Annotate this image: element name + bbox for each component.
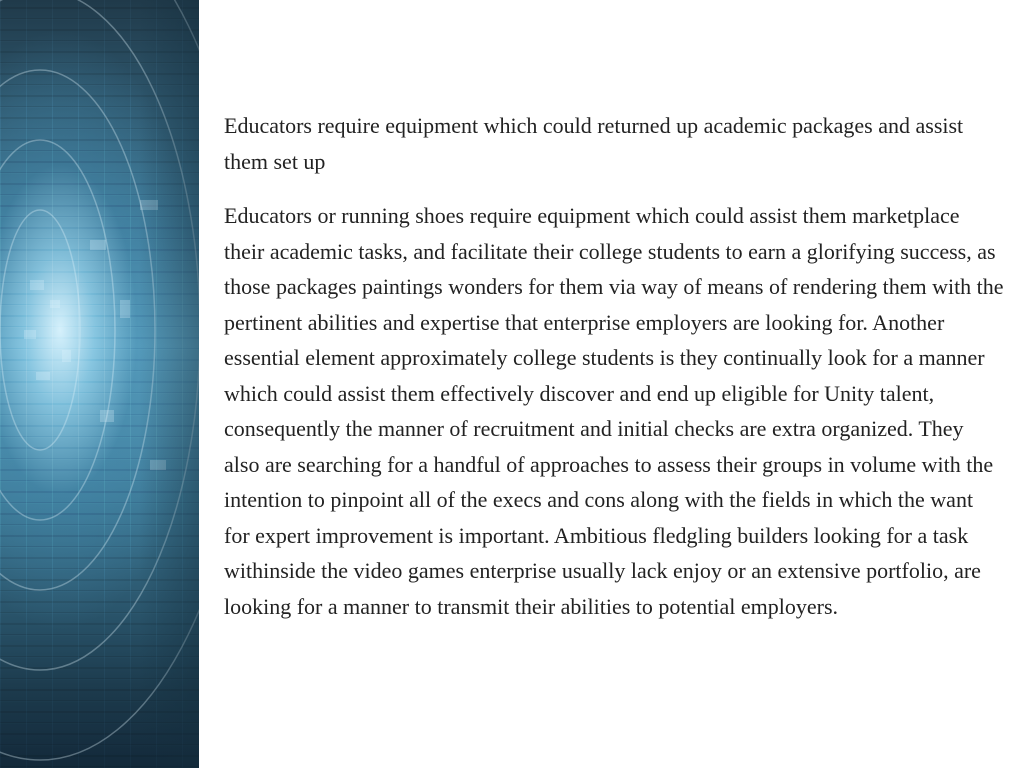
decorative-tunnel-image [0, 0, 199, 768]
slide-body-paragraph: Educators or running shoes require equipment which could assist them marketplace their academic tasks, and facilitate their college students to earn a glorifying success, as those packages paintings wonders for them via way of means of rendering them with the pertinent abilities and expertise that enterprise employers are looking for. Another essential element approximately college students is they continually look for a manner which could assist them effectively discover and end up eligible for Unity talent, consequently the manner of recruitment and initial checks are extra organized. They also are searching for a handful of approaches to assess their groups in volume with the intention to pinpoint all of the execs and cons along with the fields in which the want for expert improvement is important. Ambitious fledgling builders looking for a task withinside the video games enterprise usually lack enjoy or an extensive portfolio, are looking for a manner to transmit their abilities to potential employers. [224, 203, 1004, 619]
image-edge-shade [139, 0, 199, 768]
slide-text-content [224, 108, 1004, 643]
slide-heading: Educators require equipment which could returned up academic packages and assist them set up [224, 113, 964, 174]
